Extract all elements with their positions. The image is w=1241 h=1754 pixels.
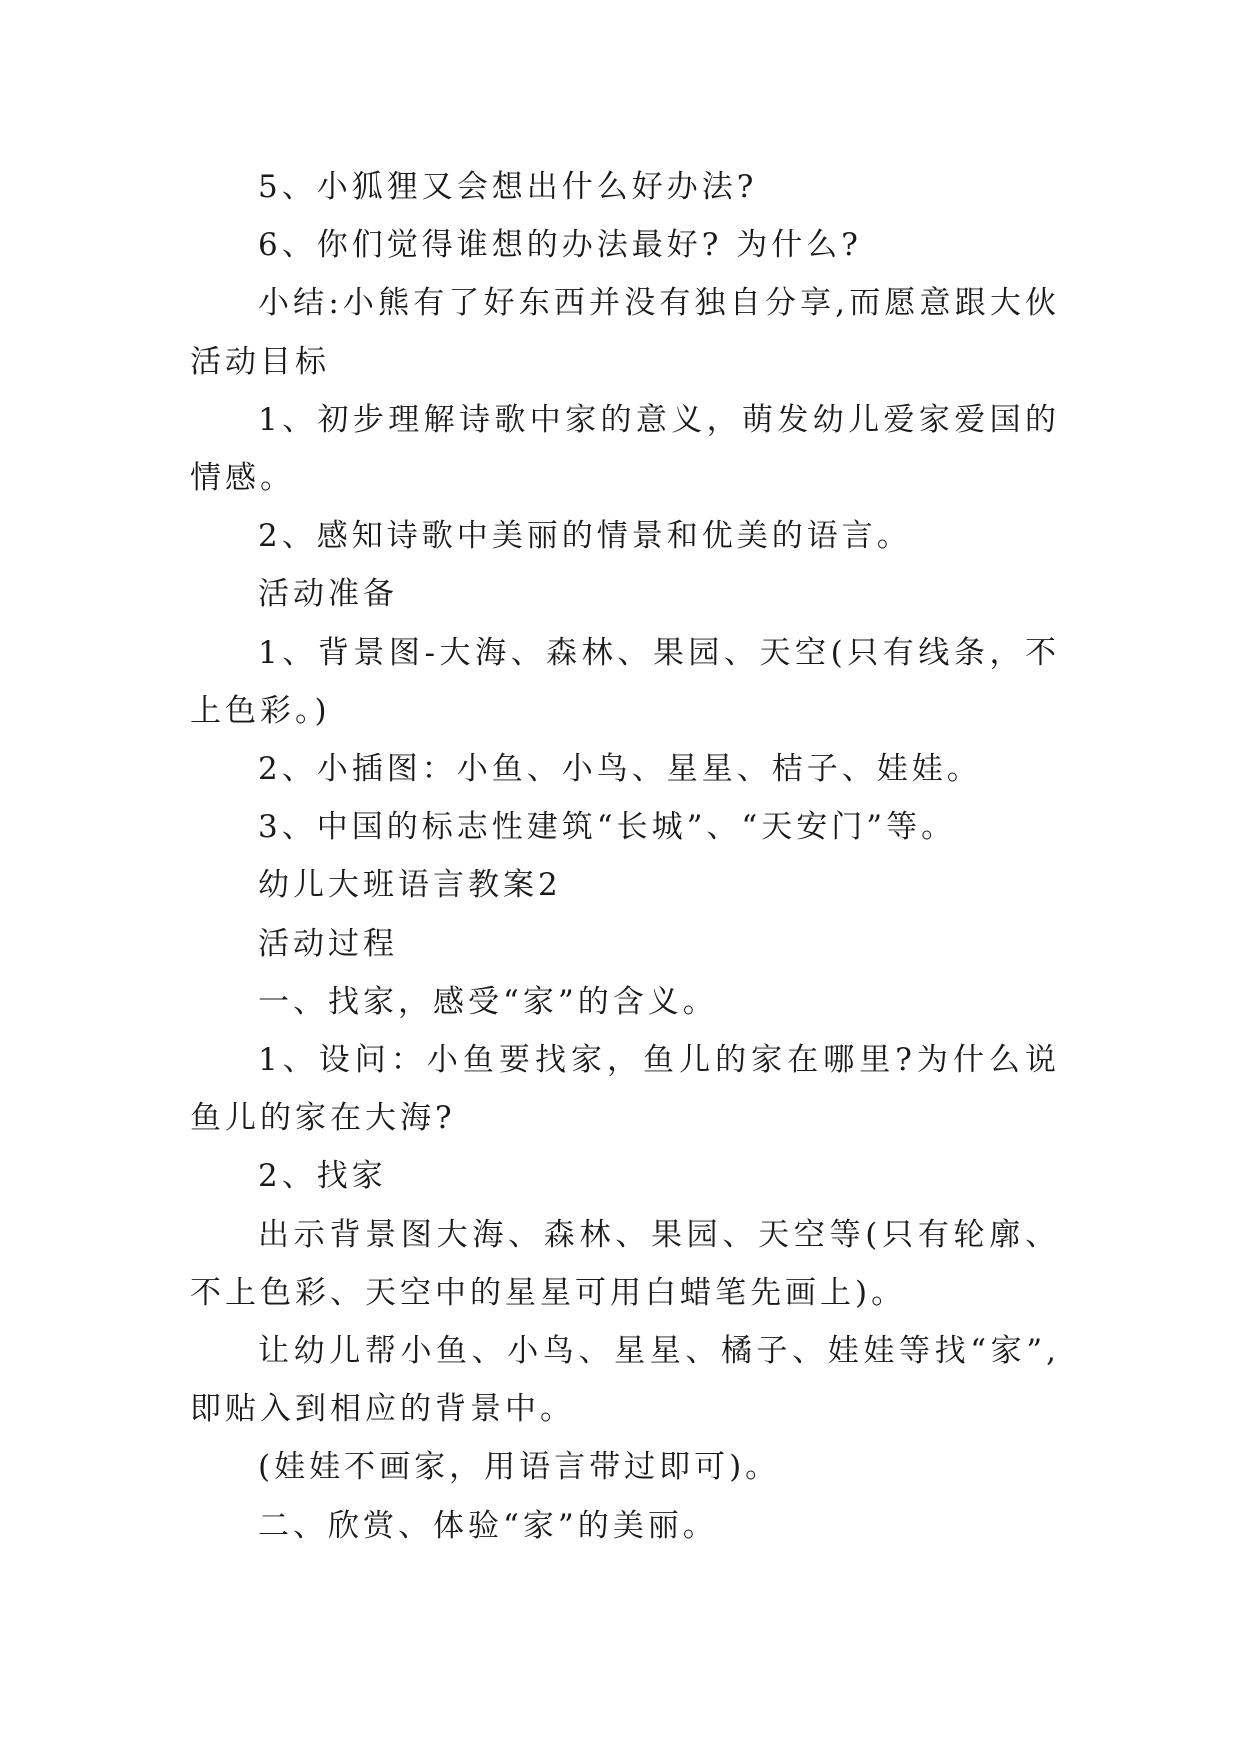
paragraph: 1、初步理解诗歌中家的意义，萌发幼儿爱家爱国的情感。	[190, 401, 1060, 497]
paragraph: 一、找家，感受“家”的含义。	[258, 983, 718, 1020]
paragraph: 二、欣赏、体验“家”的美丽。	[258, 1507, 718, 1544]
paragraph: 2、感知诗歌中美丽的情景和优美的语言。	[258, 518, 912, 555]
document-body	[190, 158, 1060, 1555]
paragraph: 2、小插图：小鱼、小鸟、星星、桔子、娃娃。	[258, 751, 982, 788]
paragraph: 6、你们觉得谁想的办法最好? 为什么?	[258, 227, 862, 264]
paragraph: (娃娃不画家，用语言带过即可)。	[258, 1449, 781, 1486]
paragraph: 2、找家	[258, 1158, 387, 1195]
paragraph: 3、中国的标志性建筑“长城”、“天安门”等。	[258, 809, 957, 846]
section-heading: 活动准备	[258, 576, 398, 613]
document-title: 幼儿大班语言教案2	[258, 867, 562, 904]
paragraph: 5、小狐狸又会想出什么好办法?	[258, 169, 758, 205]
section-heading: 活动过程	[258, 925, 398, 962]
paragraph: 出示背景图大海、森林、果园、天空等(只有轮廓、不上色彩、天空中的星星可用白蜡笔先画上)。	[190, 1216, 1060, 1311]
paragraph: 1、设问：小鱼要找家，鱼儿的家在哪里?为什么说鱼儿的家在大海?	[190, 1042, 1060, 1137]
paragraph: 让幼儿帮小鱼、小鸟、星星、橘子、娃娃等找“家”,即贴入到相应的背景中。	[190, 1333, 1060, 1428]
paragraph: 小结:小熊有了好东西并没有独自分享,而愿意跟大伙活动目标	[190, 285, 1060, 380]
paragraph: 1、背景图-大海、森林、果园、天空(只有线条，不上色彩。)	[190, 634, 1060, 729]
